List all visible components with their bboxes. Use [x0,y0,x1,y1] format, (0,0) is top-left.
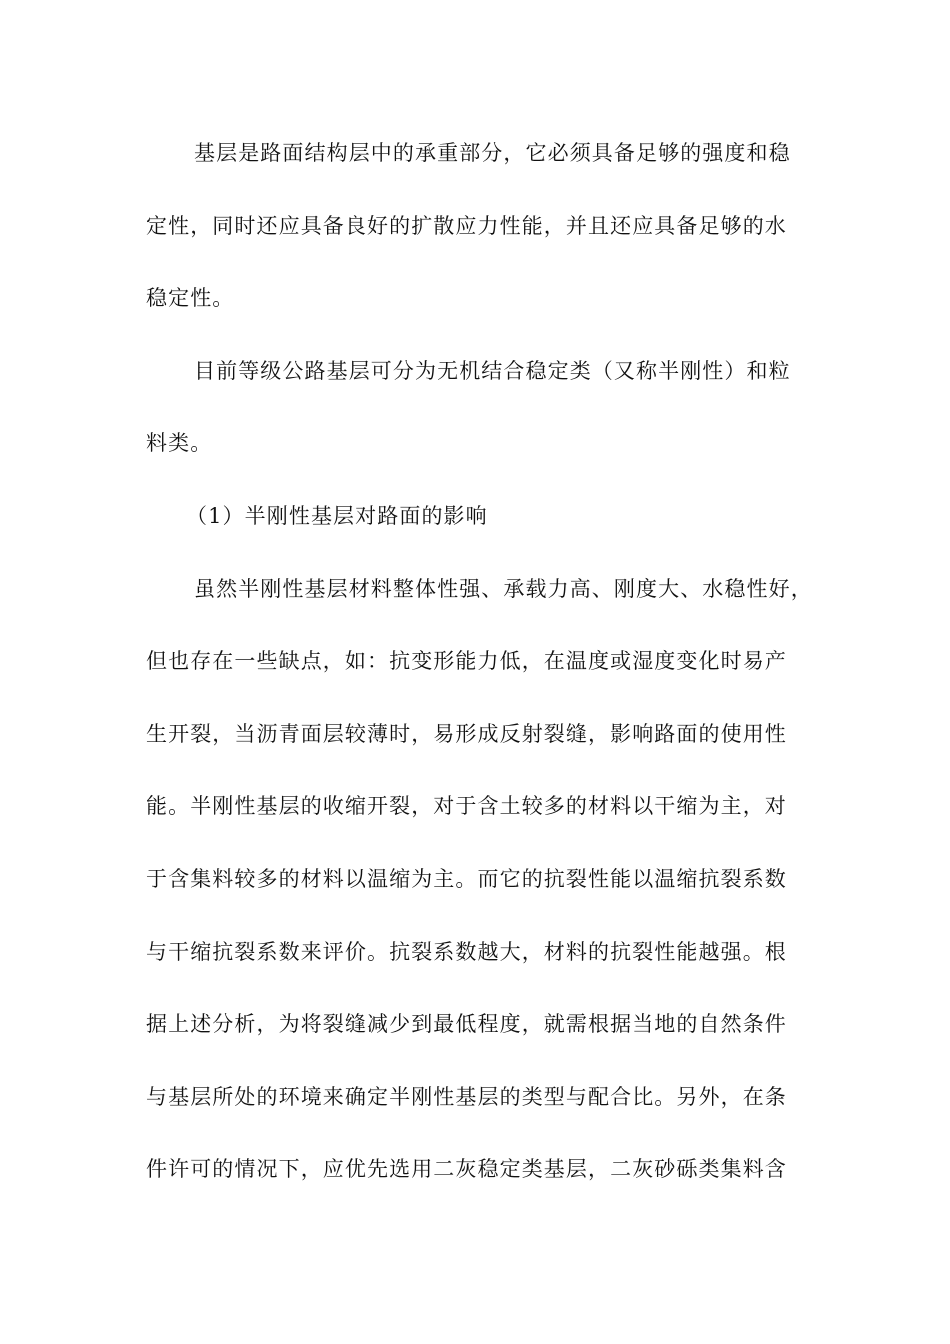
paragraph-line: 能。半刚性基层的收缩开裂，对于含土较多的材料以干缩为主，对 [146,794,787,819]
paragraph-line: 料类。 [146,431,213,456]
paragraph-line: 但也存在一些缺点，如：抗变形能力低，在温度或湿度变化时易产 [146,649,787,674]
paragraph-line: 虽然半刚性基层材料整体性强、承载力高、刚度大、水稳性好， [194,576,813,601]
paragraph-line: 稳定性。 [146,286,235,311]
paragraph-line: 目前等级公路基层可分为无机结合稳定类（又称半刚性）和粒 [194,358,791,383]
body-text [146,133,816,1222]
paragraph-line: 与干缩抗裂系数来评价。抗裂系数越大，材料的抗裂性能越强。根 [146,939,787,964]
paragraph-line: 基层是路面结构层中的承重部分，它必须具备足够的强度和稳 [194,141,791,165]
paragraph-line: 生开裂，当沥青面层较薄时，易形成反射裂缝，影响路面的使用性 [146,721,787,746]
paragraph-line: 于含集料较多的材料以温缩为主。而它的抗裂性能以温缩抗裂系数 [146,866,787,891]
section-heading: （1）半刚性基层对路面的影响 [186,503,488,528]
paragraph-line: 据上述分析，为将裂缝减少到最低程度，就需根据当地的自然条件 [146,1012,787,1037]
paragraph-line: 定性，同时还应具备良好的扩散应力性能，并且还应具备足够的水 [146,213,787,238]
paragraph-line: 件许可的情况下，应优先选用二灰稳定类基层，二灰砂砾类集料含 [146,1157,787,1182]
paragraph-line: 与基层所处的环境来确定半刚性基层的类型与配合比。另外，在条 [146,1084,787,1109]
